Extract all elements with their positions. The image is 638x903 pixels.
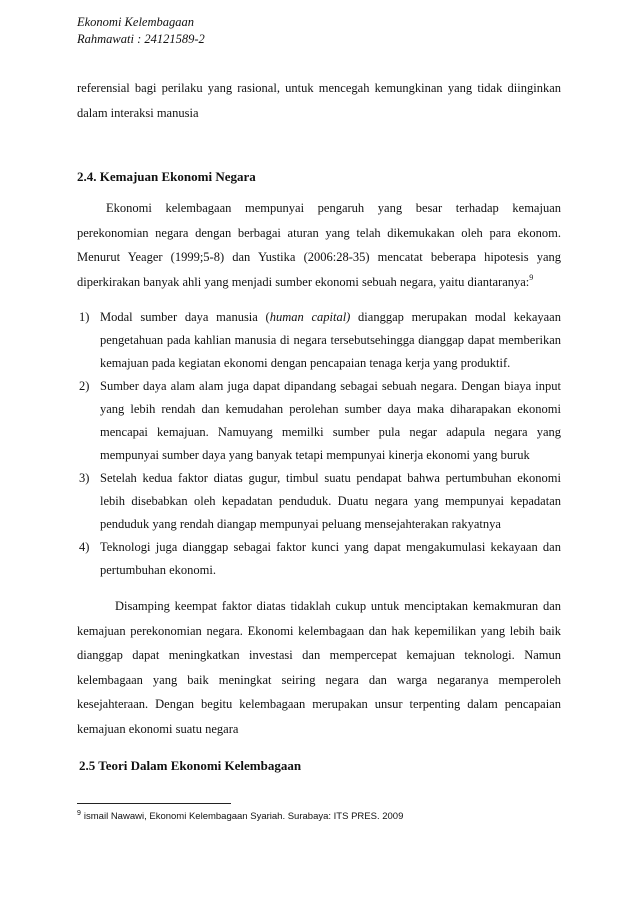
section-heading-2-4: 2.4. Kemajuan Ekonomi Negara [77, 169, 256, 184]
list-item-text: Sumber daya alam alam juga dapat dipandang sebagai sebuah negara. Dengan biaya input yang lebih rendah dan kemudahan perolehan sumber daya maka diharapakan ekonomi mencapai kemajuan. Namuyang memilki sumber pula negar adapula negara yang mempunyai sumber daya yang banyak tetapi mempunyai kinerja ekonomi yang buruk [100, 379, 561, 462]
footnote [77, 810, 403, 823]
closing-paragraph: Disamping keempat faktor diatas tidaklah cukup untuk menciptakan kemakmuran dan kemajuan perekonomian negara. Ekonomi kelembagaan dan hak kepemilikan yang lebih baik dianggap dapat meningkatkan investasi dan mempercepat kemajuan teknologi. Namun kelembagaan yang baik meningkat seiring negara dan warga negaranya memperoleh kesejahteraan. Dengan begitu kelembagaan merupakan unsur terpenting dalam pencapaian kemajuan ekonomi suatu negara [77, 599, 561, 736]
list-item-text: Setelah kedua faktor diatas gugur, timbul suatu pendapat bahwa pertumbuhan ekonomi lebih disebabkan oleh kepadatan penduduk. Duatu negara yang mempunyai kepadatan penduduk yang rendah diangap mempunyai peluang mensejahterakan rakyatnya [100, 471, 561, 531]
list-item-text: Modal sumber daya manusia ( [100, 310, 270, 324]
section-heading-2-5: 2.5 Teori Dalam Ekonomi Kelembagaan [79, 758, 302, 773]
footnote-number: 9 [77, 810, 81, 817]
list-item-text: Teknologi juga dianggap sebagai faktor kunci yang dapat mengakumulasi kekayaan dan pertumbuhan ekonomi. [100, 540, 561, 577]
footnote-reference: 9 [529, 272, 534, 282]
footnote-divider [77, 803, 231, 804]
hypothesis-list [77, 306, 561, 582]
list-item-number: 3) [79, 471, 90, 485]
running-header [77, 14, 205, 48]
header-title: Ekonomi Kelembagaan [77, 15, 194, 29]
list-item-italic: human capital) [269, 310, 351, 324]
list-item [77, 536, 561, 582]
list-item-text: dianggap merupakan modal kekayaan pengetahuan pada kahlian manusia di negara tersebutsehingga dianggap dapat memberikan kemajuan pada kegiatan ekonomi dengan pencapaian tenaga kerja yang produktif. [100, 310, 561, 370]
header-author: Rahmawati : 24121589-2 [77, 32, 205, 46]
list-item-number: 1) [79, 310, 90, 324]
list-item [77, 306, 561, 375]
section-2-4-paragraph-text: Ekonomi kelembagaan mempunyai pengaruh yang besar terhadap kemajuan perekonomian negara dengan berbagai aturan yang telah dikemukakan oleh para ekonom. Menurut Yeager (1999;5-8) dan Yustika (2006:28-35) mencatat beberapa hipotesis yang diperkirakan banyak ahli yang menjadi sumber ekonomi sebuah negara, yaitu diantaranya: [77, 201, 561, 289]
section-2-4-paragraph [77, 196, 561, 294]
list-item [77, 375, 561, 467]
list-item-number: 4) [79, 540, 90, 554]
intro-paragraph: referensial bagi perilaku yang rasional, untuk mencegah kemungkinan yang tidak diinginkan dalam interaksi manusia [77, 81, 561, 120]
footnote-text: ismail Nawawi, Ekonomi Kelembagaan Syariah. Surabaya: ITS PRES. 2009 [83, 811, 404, 822]
list-item [77, 467, 561, 536]
list-item-number: 2) [79, 379, 90, 393]
page-body [77, 76, 561, 776]
